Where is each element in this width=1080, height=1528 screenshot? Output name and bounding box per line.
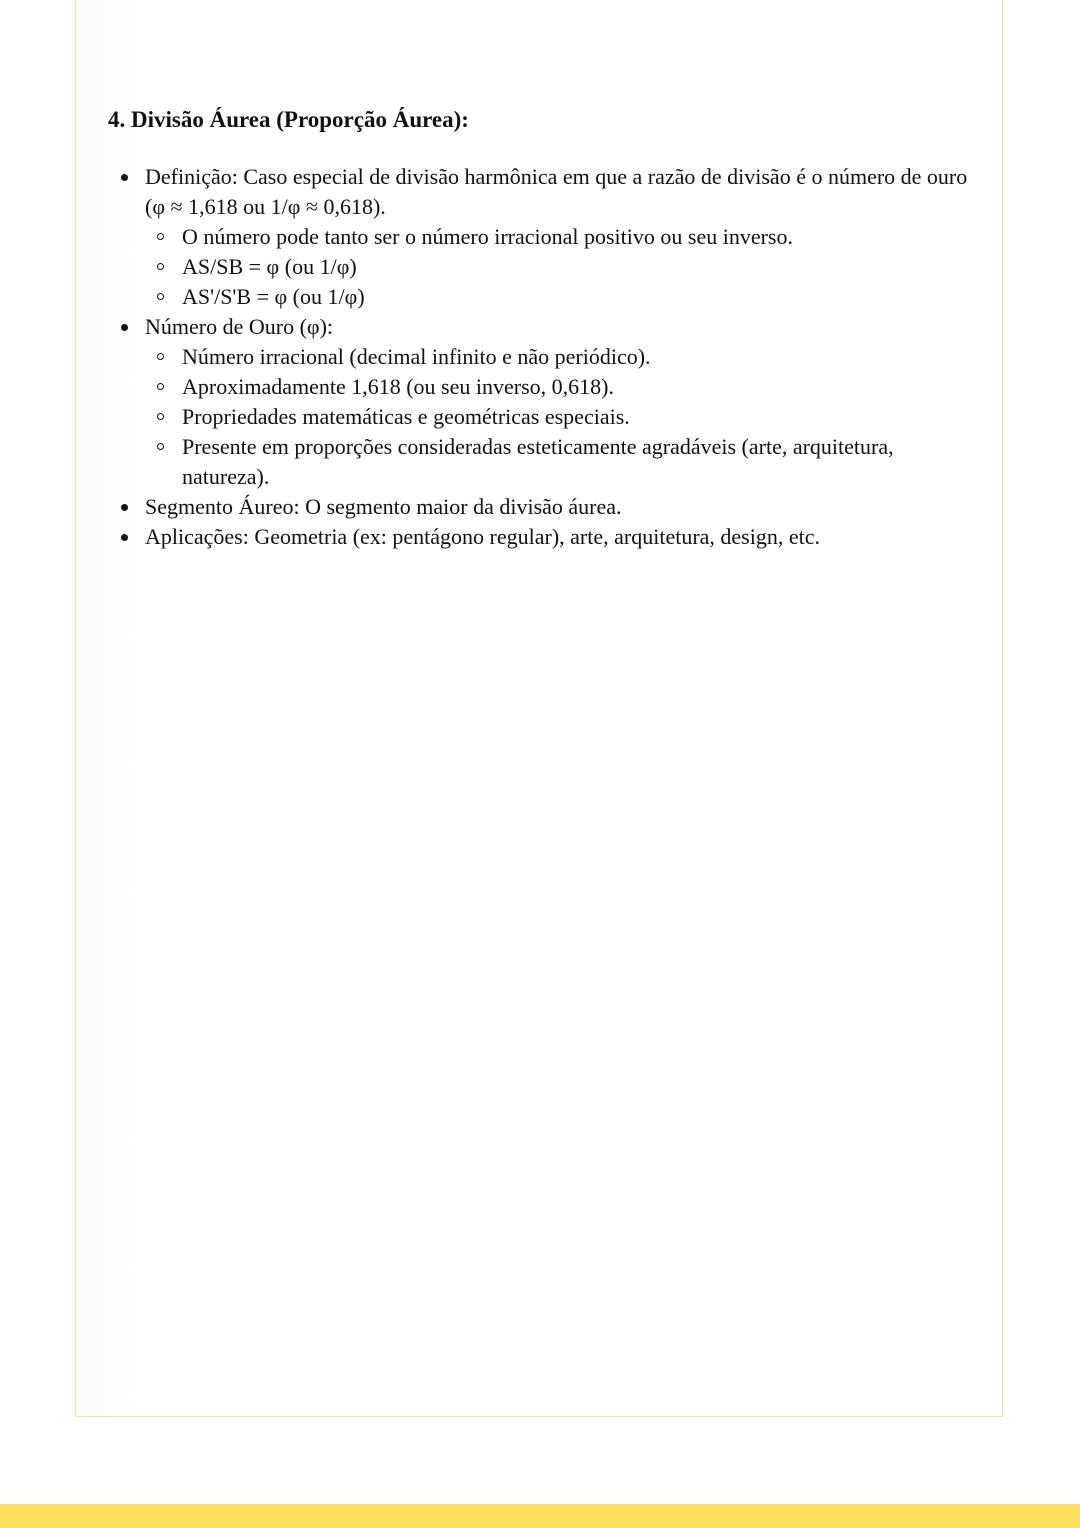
bullet-icon bbox=[121, 324, 128, 331]
sub-list-item-text: AS'/S'B = φ (ou 1/φ) bbox=[182, 284, 365, 309]
bullet-icon bbox=[121, 534, 128, 541]
bullet-icon bbox=[121, 504, 128, 511]
list-item-aplicacoes bbox=[108, 522, 968, 552]
sub-list-item bbox=[145, 372, 968, 402]
sub-list-item bbox=[145, 342, 968, 372]
document-content bbox=[108, 104, 968, 552]
sub-list-item bbox=[145, 402, 968, 432]
footer-bar bbox=[0, 1504, 1080, 1528]
sub-list-item-text: Aproximadamente 1,618 (ou seu inverso, 0,618). bbox=[182, 374, 614, 399]
list-item-segmento-aureo bbox=[108, 492, 968, 522]
list-item-numero-de-ouro bbox=[108, 312, 968, 492]
sub-list-item-text: AS/SB = φ (ou 1/φ) bbox=[182, 254, 357, 279]
list-item-text: Definição: Caso especial de divisão harmônica em que a razão de divisão é o número de ouro (φ ≈ 1,618 ou 1/φ ≈ 0,618). bbox=[145, 164, 968, 219]
circle-bullet-icon bbox=[157, 443, 164, 450]
circle-bullet-icon bbox=[157, 413, 164, 420]
bullet-icon bbox=[121, 174, 128, 181]
sub-list bbox=[145, 342, 968, 492]
sub-list-item-text: O número pode tanto ser o número irracional positivo ou seu inverso. bbox=[182, 224, 793, 249]
circle-bullet-icon bbox=[157, 353, 164, 360]
list-item-definicao bbox=[108, 162, 968, 312]
sub-list-item-text: Presente em proporções consideradas esteticamente agradáveis (arte, arquitetura, natureza). bbox=[182, 434, 894, 489]
section-title: 4. Divisão Áurea (Proporção Áurea): bbox=[108, 107, 469, 132]
circle-bullet-icon bbox=[157, 383, 164, 390]
list-item-text: Número de Ouro (φ): bbox=[145, 314, 334, 339]
sub-list-item-text: Propriedades matemáticas e geométricas especiais. bbox=[182, 404, 630, 429]
circle-bullet-icon bbox=[157, 263, 164, 270]
sub-list-item bbox=[145, 222, 968, 252]
sub-list-item bbox=[145, 252, 968, 282]
sub-list-item-text: Número irracional (decimal infinito e não periódico). bbox=[182, 344, 651, 369]
list-item-text: Segmento Áureo: O segmento maior da divisão áurea. bbox=[145, 494, 622, 519]
bullet-list bbox=[108, 162, 968, 552]
list-item-text: Aplicações: Geometria (ex: pentágono regular), arte, arquitetura, design, etc. bbox=[145, 524, 820, 549]
circle-bullet-icon bbox=[157, 233, 164, 240]
sub-list bbox=[145, 222, 968, 312]
sub-list-item bbox=[145, 282, 968, 312]
circle-bullet-icon bbox=[157, 293, 164, 300]
sub-list-item bbox=[145, 432, 968, 492]
